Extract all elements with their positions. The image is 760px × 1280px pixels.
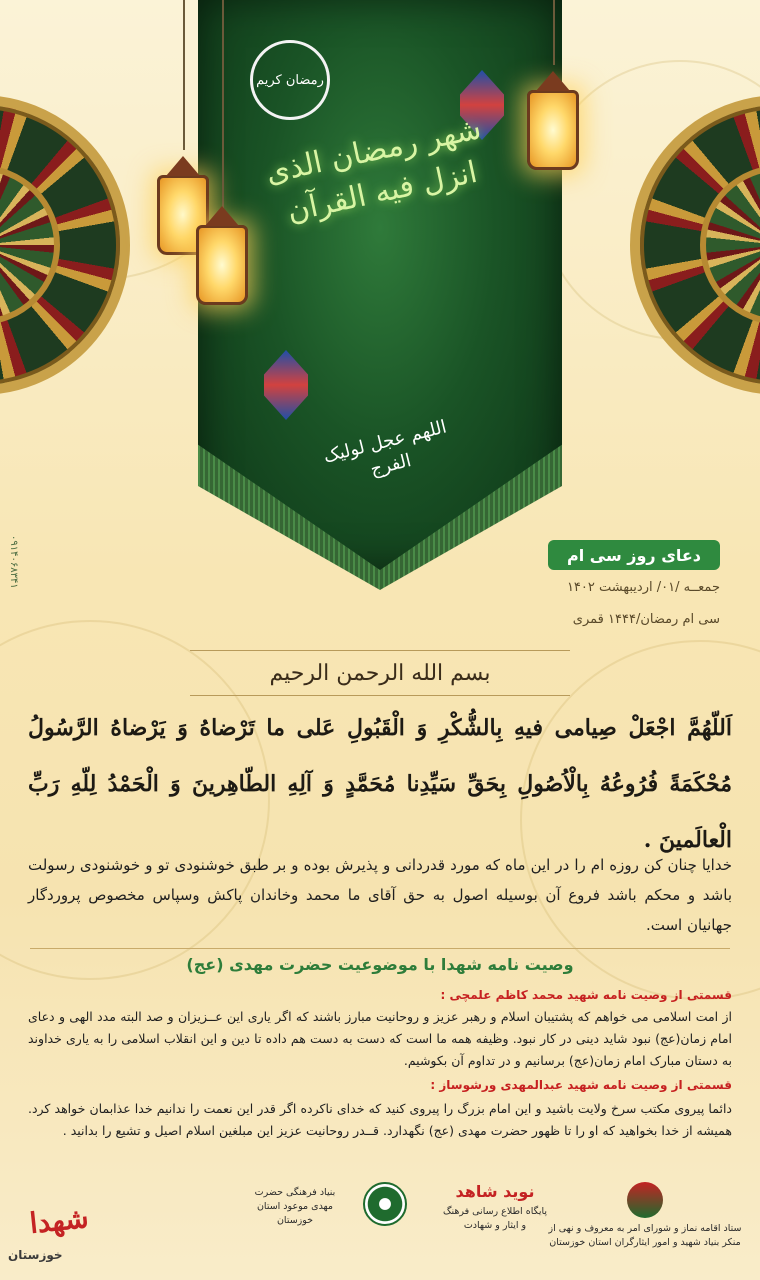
banner-content (198, 0, 562, 540)
green-emblem-icon (363, 1182, 407, 1226)
moon-caption: رمضان کریم (256, 72, 324, 88)
day-label-badge: دعای روز سی ام (548, 540, 720, 570)
crescent-moon-emblem (250, 40, 330, 120)
footer-logos (0, 1182, 760, 1280)
dua-arabic-text: اَللّهُمَّ اجْعَلْ صِیامی فیهِ بِالشُّکْرِ وَ الْقَبُولِ عَلی ما تَرْضاهُ وَ یَرْضاهُ الرَّسُولُ مُحْکَمَةً فُرُوعُهُ بِالْاُصُولِ بِحَقِّ سَیِّدِنا مُحَمَّدٍ وَ آلِهِ الطّاهِرینَ وَ الْحَمْدُ لِلّهِ رَبِّ الْعالَمینَ . (28, 715, 732, 853)
lantern-chain (183, 0, 185, 150)
navid-shahed-mark: نوید شاهد (455, 1182, 535, 1201)
dua-persian-translation: خدایا چنان کن روزه ام را در این ماه که مورد قدردانی و پذیرش بوده و بر طبق خوشنودی تو و خوشنودی رسولت باشد و محکم باشد فروع آن بوسیله اصول به حق آقای ما محمد وخاندان پاکش وسپاس مخصوص پروردگار جهانیان است. (28, 856, 732, 934)
logo-caption: ستاد اقامه نماز و شورای امر به معروف و نهی از منکر بنیاد شهید و امور ایثارگران استان خوزستان (548, 1223, 742, 1248)
foundation-mahdi-logo (250, 1182, 340, 1228)
khuzestan-label: خوزستان (8, 1248, 63, 1262)
shohada-logo: شهدا (28, 1200, 90, 1240)
martyr-will-text: از امت اسلامی می خواهم که پشتیبان اسلام و رهبر عزیز و روحانیت مبارز باشند که اگر یاری این عــزیزان و صد البته مدد الهی و دعای امام زمان(عج) نبود شاید دینی در کار نبود. وظیفه همه ما است که دست به دست هم داده تا دین و این انقلاب اسلامی را به یاری خداوند به دستان مبارک امام زمان(عج) برسانیم و در تداوم آن بکوشیم. (28, 1009, 732, 1068)
bismillah-heading: بسم الله الرحمن الرحیم (190, 650, 570, 696)
will-section-title: وصیت نامه شهدا با موضوعیت حضرت مهدی (عج) (186, 955, 574, 974)
martyr-will-heading: قسمتی از وصیت نامه شهید عبدالمهدی ورشوساز : (430, 1078, 732, 1092)
martyr-will-heading: قسمتی از وصیت نامه شهید محمد کاظم علمچی : (440, 988, 732, 1002)
banner-calligraphy-subtitle: اللهم عجل لولیک الفرج (321, 416, 449, 481)
prayer-headquarters-logo (540, 1182, 750, 1250)
navid-shahed-logo (440, 1182, 550, 1233)
floral-medallion-icon (264, 350, 308, 420)
emblem-logo (355, 1182, 415, 1226)
logo-caption: پایگاه اطلاع رسانی فرهنگ و ایثار و شهادت (442, 1206, 548, 1231)
section-divider (30, 948, 730, 949)
solar-date: جمعــه /۰۱/ اردیبهشت ۱۴۰۲ (566, 580, 720, 595)
logo-caption: بنیاد فرهنگی حضرت مهدی موعود استان خوزستان (254, 1187, 336, 1226)
artist-signature: ۰۹۱۴۰۶۸۳۴۱ (8, 535, 19, 589)
shield-emblem-icon (627, 1182, 663, 1218)
martyr-will-text: دائما پیروی مکتب سرخ ولایت باشید و این امام بزرگ را پیروی کنید که خدای ناکرده اگر قدر این نعمت را ندانیم خدا عذابمان خواهد کرد. همیشه از خدا بخواهید که او را تا ظهور حضرت مهدی (عج) نگهدارد. قــدر روحانیت عزیز این مبلغین اسلام اصیل و تشیع را بدانید . (28, 1101, 732, 1138)
banner-calligraphy-title: شهر رمضان الذی انزل فیه القرآن (262, 111, 485, 230)
lunar-date: سی ام رمضان/۱۴۴۴ قمری (572, 612, 720, 627)
